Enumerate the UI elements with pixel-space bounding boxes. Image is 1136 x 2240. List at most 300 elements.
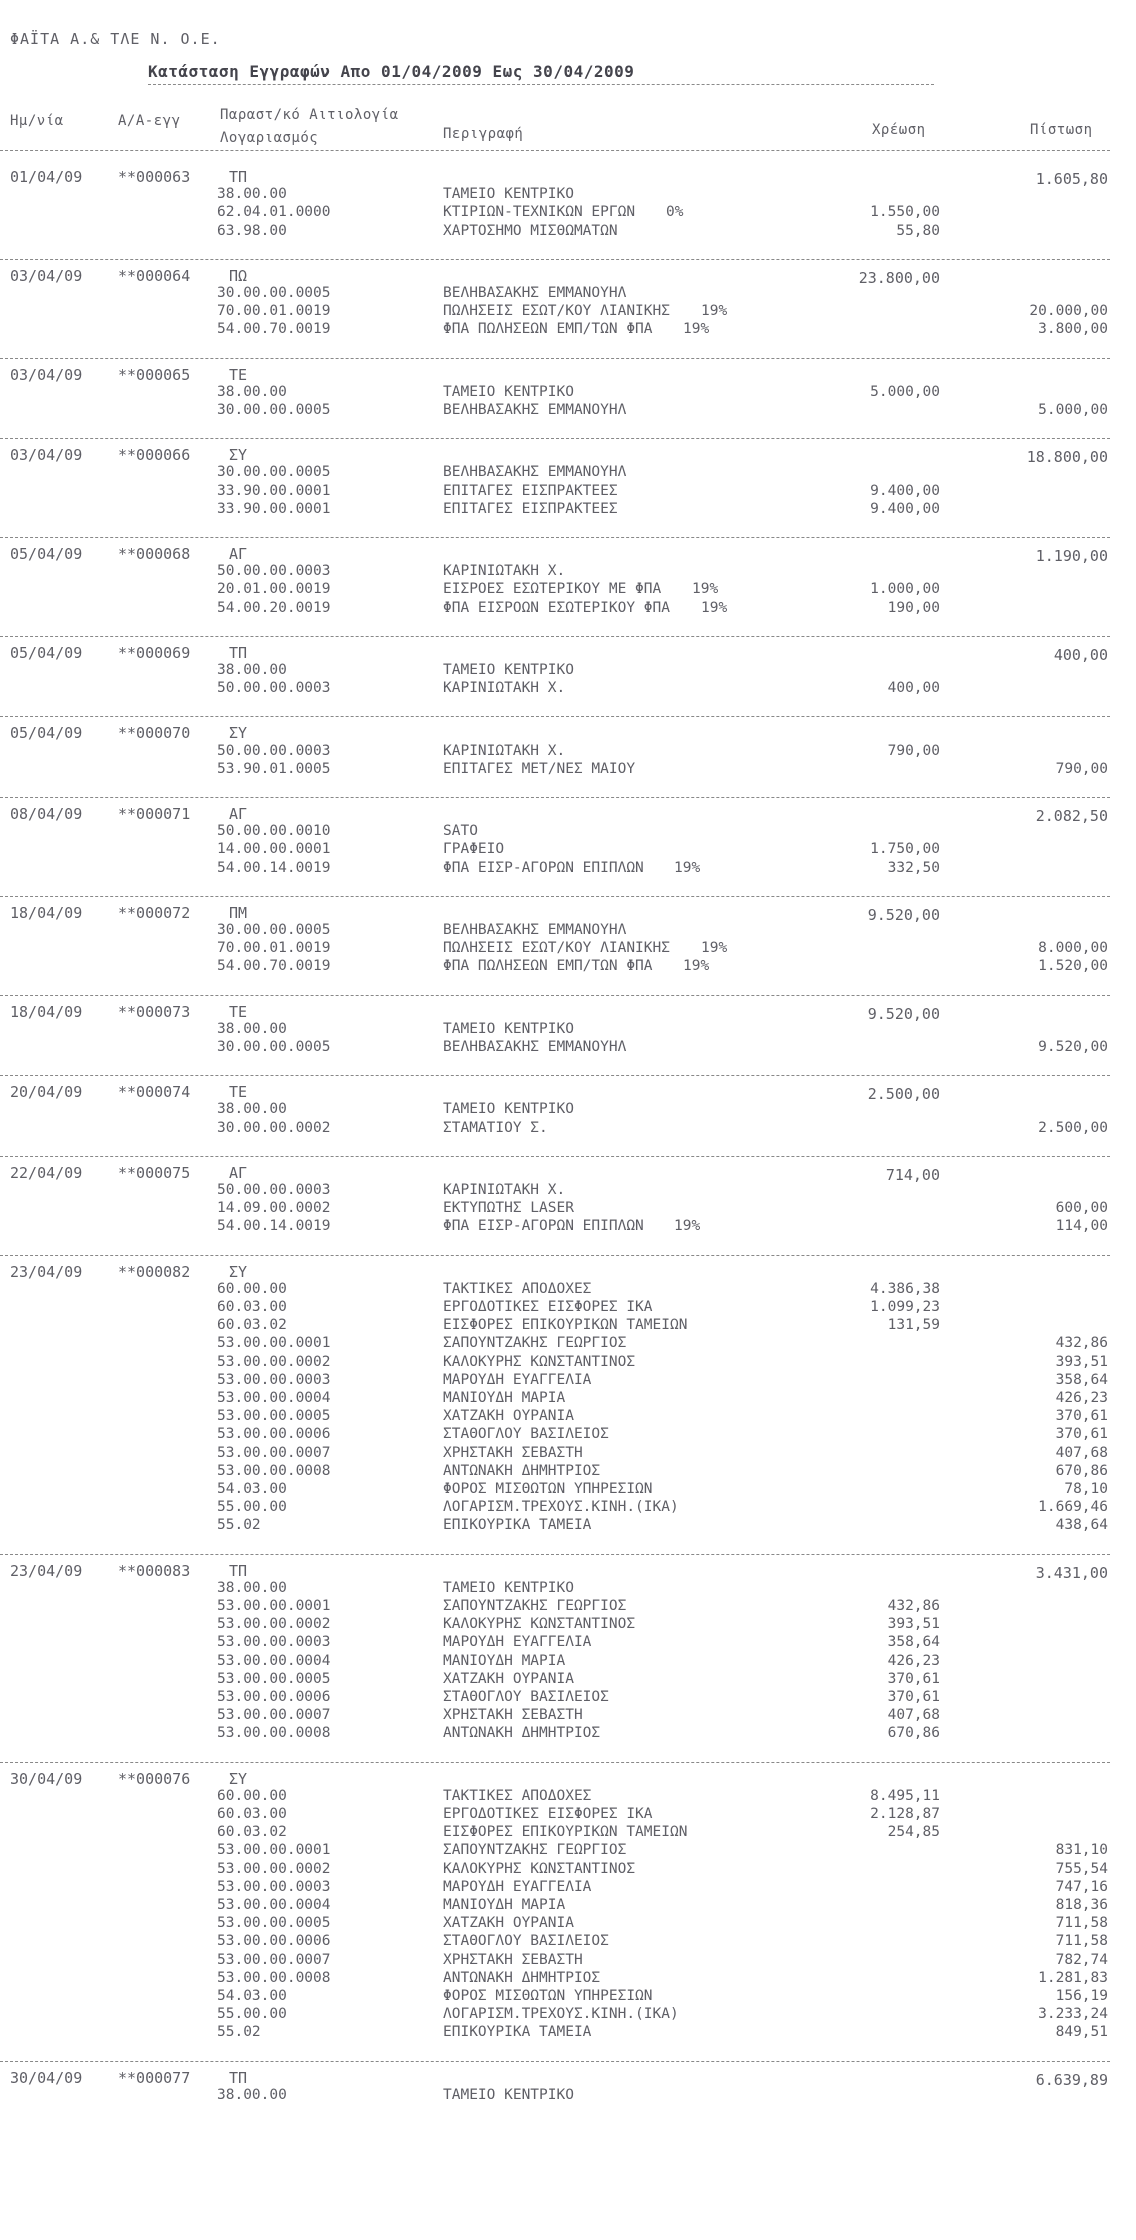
line-credit: 1.281,83 — [1038, 1969, 1108, 1986]
line-debit: 332,50 — [887, 859, 940, 876]
line-description: ΜΑΝΙΟΥΔΗ ΜΑΡΙΑ — [443, 1389, 566, 1406]
header-account: Λογαριασμός — [220, 130, 319, 146]
line-account: 53.00.00.0008 — [217, 1969, 331, 1986]
header-debit: Χρέωση — [872, 122, 926, 138]
entry-total-credit: 3.431,00 — [1035, 1563, 1108, 1582]
journal-entry — [0, 366, 1120, 437]
line-description: ΣΤΑΜΑΤΙΟΥ Σ. — [443, 1119, 548, 1136]
line-description: ΤΑΜΕΙΟ ΚΕΝΤΡΙΚΟ — [443, 1101, 574, 1118]
line-debit: 400,00 — [887, 680, 940, 697]
entry-total-debit: 714,00 — [885, 1165, 940, 1184]
entry-date: 30/04/09 — [10, 2068, 83, 2087]
line-credit: 711,58 — [1055, 1933, 1108, 1950]
entry-separator — [0, 358, 1110, 359]
line-account: 70.00.01.0019 — [217, 940, 331, 957]
entry-separator — [0, 896, 1110, 897]
entry-type: ΑΓ — [229, 545, 248, 563]
line-description: ΓΡΑΦΕΙΟ — [443, 841, 505, 858]
entry-total-credit: 2.082,50 — [1035, 807, 1108, 825]
header-doc-reason: Παραστ/κό Αιτιολογία — [220, 107, 399, 123]
line-account: 53.00.00.0002 — [217, 1353, 331, 1370]
journal-entry — [0, 267, 1120, 356]
entry-line — [0, 2006, 1120, 2023]
entry-line — [0, 860, 1120, 877]
entry-total-credit: 400,00 — [1053, 645, 1108, 664]
entry-line — [0, 1481, 1120, 1498]
line-description: ΦΠΑ ΠΩΛΗΣΕΩΝ ΕΜΠ/ΤΩΝ ΦΠΑ — [443, 321, 653, 338]
line-description: ΕΙΣΡΟΕΣ ΕΣΩΤΕΡΙΚΟΥ ΜΕ ΦΠΑ — [443, 581, 662, 598]
entry-separator — [0, 438, 1110, 439]
entry-line — [0, 1671, 1120, 1688]
entry-separator — [0, 259, 1110, 260]
line-description: ΣΑΠΟΥΝΤΖΑΚΗΣ ΓΕΩΡΓΙΟΣ — [443, 1842, 627, 1859]
line-debit: 790,00 — [887, 742, 940, 759]
line-account: 54.00.70.0019 — [217, 321, 331, 338]
line-description: ΑΝΤΩΝΑΚΗ ΔΗΜΗΤΡΙΟΣ — [443, 1462, 601, 1479]
entry-separator — [0, 1762, 1110, 1763]
line-account: 14.09.00.0002 — [217, 1200, 331, 1217]
entry-line — [0, 1842, 1120, 1859]
line-vat-rate: 0% — [666, 204, 684, 221]
line-credit: 432,86 — [1055, 1335, 1108, 1352]
journal-entry — [0, 724, 1120, 795]
line-account: 53.00.00.0003 — [217, 1878, 331, 1895]
entry-type: ΠΜ — [229, 903, 248, 922]
journal-entry — [0, 1770, 1120, 2059]
entry-date: 05/04/09 — [10, 643, 83, 662]
line-account: 38.00.00 — [217, 1101, 287, 1118]
line-credit: 818,36 — [1055, 1896, 1108, 1913]
line-description: ΑΝΤΩΝΑΚΗ ΔΗΜΗΤΡΙΟΣ — [443, 1969, 601, 1986]
line-description: ΒΕΛΗΒΑΣΑΚΗΣ ΕΜΜΑΝΟΥΗΛ — [443, 464, 627, 481]
entry-line — [0, 1101, 1120, 1118]
line-account: 30.00.00.0005 — [217, 284, 331, 301]
line-account: 50.00.00.0010 — [217, 823, 331, 840]
line-account: 60.00.00 — [217, 1280, 287, 1297]
entry-line — [0, 743, 1120, 760]
line-credit: 9.520,00 — [1038, 1038, 1108, 1055]
entry-line — [0, 662, 1120, 679]
entry-date: 23/04/09 — [10, 1561, 83, 1580]
line-account: 55.02 — [217, 1517, 261, 1534]
entry-line — [0, 1933, 1120, 1950]
entry-line — [0, 841, 1120, 858]
line-account: 53.00.00.0004 — [217, 1652, 331, 1669]
line-account: 54.00.14.0019 — [217, 1218, 331, 1235]
line-debit: 370,61 — [887, 1688, 940, 1705]
entry-number: **000072 — [118, 903, 191, 922]
line-account: 33.90.00.0001 — [217, 500, 331, 517]
journal-entry — [0, 446, 1120, 535]
line-credit: 407,68 — [1055, 1444, 1108, 1461]
entry-total-debit: 2.500,00 — [867, 1085, 940, 1104]
line-account: 30.00.00.0005 — [217, 1038, 331, 1055]
entry-line — [0, 285, 1120, 302]
line-debit: 9.400,00 — [870, 500, 940, 517]
line-debit: 1.099,23 — [870, 1298, 940, 1315]
entry-line — [0, 1634, 1120, 1651]
entry-line — [0, 600, 1120, 617]
entry-date: 20/04/09 — [10, 1083, 83, 1102]
line-account: 53.00.00.0004 — [217, 1389, 331, 1406]
line-account: 30.00.00.0002 — [217, 1119, 331, 1136]
entry-separator — [0, 1075, 1110, 1076]
entry-separator — [0, 995, 1110, 996]
entry-line — [0, 1879, 1120, 1896]
line-description: ΕΠΙΚΟΥΡΙΚΑ ΤΑΜΕΙΑ — [443, 2024, 592, 2041]
entry-number: **000069 — [118, 643, 191, 662]
report-title — [148, 62, 634, 81]
line-debit: 190,00 — [887, 599, 940, 616]
line-account: 53.00.00.0007 — [217, 1951, 331, 1968]
entry-line — [0, 1445, 1120, 1462]
entry-date: 03/04/09 — [10, 446, 83, 465]
journal-entry — [0, 1562, 1120, 1760]
line-debit: 426,23 — [887, 1652, 940, 1669]
journal-entry — [0, 1083, 1120, 1154]
line-vat-rate: 19% — [674, 859, 701, 876]
entry-line — [0, 1598, 1120, 1615]
line-description: ΤΑΜΕΙΟ ΚΕΝΤΡΙΚΟ — [443, 1579, 574, 1596]
entry-separator — [0, 797, 1110, 798]
line-debit: 358,64 — [887, 1634, 940, 1651]
entry-line — [0, 1861, 1120, 1878]
line-debit: 407,68 — [887, 1707, 940, 1724]
line-description: ΧΑΤΖΑΚΗ ΟΥΡΑΝΙΑ — [443, 1670, 574, 1687]
entry-line — [0, 1463, 1120, 1480]
line-account: 53.00.00.0005 — [217, 1915, 331, 1932]
line-description: ΜΑΡΟΥΔΗ ΕΥΑΓΓΕΛΙΑ — [443, 1634, 592, 1651]
entry-type: ΑΓ — [229, 805, 248, 823]
entry-date: 05/04/09 — [10, 724, 83, 743]
journal-entry — [0, 168, 1120, 257]
line-account: 50.00.00.0003 — [217, 1181, 331, 1198]
entry-date: 22/04/09 — [10, 1163, 83, 1182]
line-vat-rate: 19% — [701, 940, 728, 957]
line-description: ΤΑΜΕΙΟ ΚΕΝΤΡΙΚΟ — [443, 661, 574, 678]
entry-line — [0, 384, 1120, 401]
entry-type: ΤΕ — [229, 1083, 248, 1102]
line-account: 50.00.00.0003 — [217, 742, 331, 759]
entry-line — [0, 483, 1120, 500]
line-description: ΧΡΗΣΤΑΚΗ ΣΕΒΑΣΤΗ — [443, 1707, 583, 1724]
entry-type: ΤΕ — [229, 365, 248, 384]
entry-line — [0, 1335, 1120, 1352]
line-account: 54.00.70.0019 — [217, 958, 331, 975]
entry-line — [0, 402, 1120, 419]
line-account: 53.00.00.0002 — [217, 1616, 331, 1633]
line-credit: 370,61 — [1055, 1426, 1108, 1443]
line-description: ΛΟΓΑΡΙΣΜ.ΤΡΕΧΟΥΣ.ΚΙΝΗ.(ΙΚΑ) — [443, 2006, 679, 2023]
entry-type: ΣΥ — [229, 724, 248, 743]
line-credit: 370,61 — [1055, 1408, 1108, 1425]
line-account: 53.00.00.0001 — [217, 1335, 331, 1352]
entry-number: **000075 — [118, 1163, 191, 1182]
line-credit: 8.000,00 — [1038, 940, 1108, 957]
line-account: 55.00.00 — [217, 2006, 287, 2023]
entry-type: ΣΥ — [229, 446, 248, 465]
line-account: 63.98.00 — [217, 222, 287, 239]
line-account: 60.03.02 — [217, 1317, 287, 1334]
entry-line — [0, 2024, 1120, 2041]
line-credit: 358,64 — [1055, 1371, 1108, 1388]
line-description: ΧΑΤΖΑΚΗ ΟΥΡΑΝΙΑ — [443, 1915, 574, 1932]
line-description: ΚΑΡΙΝΙΩΤΑΚΗ Χ. — [443, 742, 566, 759]
line-account: 50.00.00.0003 — [217, 563, 331, 580]
entry-line — [0, 1616, 1120, 1633]
line-description: ΤΑΚΤΙΚΕΣ ΑΠΟΔΟΧΕΣ — [443, 1787, 592, 1804]
line-description: ΦΠΑ ΕΙΣΡΟΩΝ ΕΣΩΤΕΡΙΚΟΥ ΦΠΑ — [443, 599, 670, 616]
entry-separator — [0, 537, 1110, 538]
line-description: ΦΟΡΟΣ ΜΙΣΘΩΤΩΝ ΥΠΗΡΕΣΙΩΝ — [443, 1987, 653, 2004]
line-description: SATO — [443, 823, 478, 840]
entry-number: **000071 — [118, 805, 191, 823]
company-name: ΦΑΪΤΑ Α.& ΤΛΕ Ν. Ο.Ε. — [10, 30, 221, 48]
entry-line — [0, 940, 1120, 957]
entry-line — [0, 1120, 1120, 1137]
line-description: ΧΡΗΣΤΑΚΗ ΣΕΒΑΣΤΗ — [443, 1951, 583, 1968]
line-description: ΕΠΙΤΑΓΕΣ ΜΕΤ/ΝΕΣ ΜΑΙΟΥ — [443, 760, 636, 777]
line-credit: 3.800,00 — [1038, 321, 1108, 338]
line-description: ΦΠΑ ΠΩΛΗΣΕΩΝ ΕΜΠ/ΤΩΝ ΦΠΑ — [443, 958, 653, 975]
entry-line — [0, 223, 1120, 240]
line-account: 53.00.00.0004 — [217, 1896, 331, 1913]
line-credit: 5.000,00 — [1038, 401, 1108, 418]
entry-line — [0, 1580, 1120, 1597]
entry-total-credit: 18.800,00 — [1026, 448, 1108, 467]
entry-number: **000065 — [118, 365, 191, 384]
line-description: ΕΡΓΟΔΟΤΙΚΕΣ ΕΙΣΦΟΡΕΣ ΙΚΑ — [443, 1298, 653, 1315]
entry-line — [0, 1390, 1120, 1407]
line-description: ΠΩΛΗΣΕΙΣ ΕΣΩΤ/ΚΟΥ ΛΙΑΝΙΚΗΣ — [443, 940, 670, 957]
entry-separator — [0, 1156, 1110, 1157]
entry-line — [0, 823, 1120, 840]
line-account: 38.00.00 — [217, 1579, 287, 1596]
line-debit: 4.386,38 — [870, 1280, 940, 1297]
entry-type: ΤΕ — [229, 1002, 248, 1021]
entry-line — [0, 1372, 1120, 1389]
entry-line — [0, 321, 1120, 338]
entry-type: ΤΠ — [229, 1561, 248, 1580]
line-credit: 782,74 — [1055, 1951, 1108, 1968]
entry-line — [0, 1517, 1120, 1534]
line-credit: 849,51 — [1055, 2024, 1108, 2041]
entry-line — [0, 303, 1120, 320]
line-credit: 711,58 — [1055, 1915, 1108, 1932]
report-title-text: Κατάσταση Εγγραφών Απο 01/04/2009 Εως 30/04/2009 — [148, 62, 635, 81]
line-description: ΧΑΤΖΑΚΗ ΟΥΡΑΝΙΑ — [443, 1408, 574, 1425]
entry-line — [0, 204, 1120, 221]
journal-entry — [0, 1263, 1120, 1552]
line-description: ΦΟΡΟΣ ΜΙΣΘΩΤΩΝ ΥΠΗΡΕΣΙΩΝ — [443, 1480, 653, 1497]
entry-number: **000068 — [118, 545, 191, 563]
line-account: 53.00.00.0003 — [217, 1371, 331, 1388]
entry-line — [0, 958, 1120, 975]
entry-line — [0, 1408, 1120, 1425]
entry-number: **000076 — [118, 1769, 191, 1788]
entry-line — [0, 1317, 1120, 1334]
entry-number: **000073 — [118, 1002, 191, 1021]
entry-number: **000082 — [118, 1262, 191, 1281]
line-description: ΣΤΑΘΟΓΛΟΥ ΒΑΣΙΛΕΙΟΣ — [443, 1688, 609, 1705]
journal-entry — [0, 805, 1120, 894]
entry-type: ΣΥ — [229, 1262, 248, 1281]
line-account: 53.00.00.0005 — [217, 1408, 331, 1425]
line-debit: 2.128,87 — [870, 1805, 940, 1822]
entry-number: **000077 — [118, 2068, 191, 2087]
line-account: 60.03.02 — [217, 1824, 287, 1841]
entry-total-credit: 1.190,00 — [1035, 547, 1108, 565]
line-description: ΕΠΙΤΑΓΕΣ ΕΙΣΠΡΑΚΤΕΕΣ — [443, 482, 618, 499]
entry-line — [0, 1281, 1120, 1298]
line-description: ΦΠΑ ΕΙΣΡ-ΑΓΟΡΩΝ ΕΠΙΠΛΩΝ — [443, 859, 644, 876]
journal-entry — [0, 1164, 1120, 1253]
line-account: 53.00.00.0007 — [217, 1707, 331, 1724]
entry-line — [0, 1897, 1120, 1914]
line-debit: 55,80 — [896, 222, 940, 239]
line-account: 30.00.00.0005 — [217, 921, 331, 938]
entry-line — [0, 1499, 1120, 1516]
line-account: 20.01.00.0019 — [217, 581, 331, 598]
line-account: 53.00.00.0003 — [217, 1634, 331, 1651]
line-description: ΛΟΓΑΡΙΣΜ.ΤΡΕΧΟΥΣ.ΚΙΝΗ.(ΙΚΑ) — [443, 1499, 679, 1516]
line-account: 60.03.00 — [217, 1805, 287, 1822]
line-description: ΕΠΙΚΟΥΡΙΚΑ ΤΑΜΕΙΑ — [443, 1517, 592, 1534]
entry-separator — [0, 2061, 1110, 2062]
entry-date: 01/04/09 — [10, 168, 83, 186]
journal-entry — [0, 904, 1120, 993]
entry-line — [0, 581, 1120, 598]
entry-line — [0, 1707, 1120, 1724]
entry-number: **000083 — [118, 1561, 191, 1580]
entry-line — [0, 1299, 1120, 1316]
entry-total-debit: 23.800,00 — [858, 268, 940, 287]
entry-line — [0, 1689, 1120, 1706]
entry-line — [0, 922, 1120, 939]
entry-line — [0, 1952, 1120, 1969]
line-vat-rate: 19% — [692, 581, 719, 598]
line-description: ΕΙΣΦΟΡΕΣ ΕΠΙΚΟΥΡΙΚΩΝ ΤΑΜΕΙΩΝ — [443, 1317, 688, 1334]
line-description: ΑΝΤΩΝΑΚΗ ΔΗΜΗΤΡΙΟΣ — [443, 1725, 601, 1742]
entry-separator — [0, 1255, 1110, 1256]
line-vat-rate: 19% — [683, 321, 710, 338]
entry-date: 03/04/09 — [10, 266, 83, 285]
line-credit: 438,64 — [1055, 1517, 1108, 1534]
line-description: ΚΑΡΙΝΙΩΤΑΚΗ Χ. — [443, 680, 566, 697]
entry-line — [0, 1653, 1120, 1670]
entry-date: 18/04/09 — [10, 903, 83, 922]
line-account: 54.00.14.0019 — [217, 859, 331, 876]
entry-total-credit: 6.639,89 — [1035, 2070, 1108, 2089]
line-account: 53.00.00.0001 — [217, 1842, 331, 1859]
journal-entry — [0, 545, 1120, 634]
entry-date: 05/04/09 — [10, 545, 83, 563]
entry-line — [0, 1354, 1120, 1371]
line-credit: 790,00 — [1055, 760, 1108, 777]
entry-line — [0, 464, 1120, 481]
line-description: ΜΑΡΟΥΔΗ ΕΥΑΓΓΕΛΙΑ — [443, 1371, 592, 1388]
entry-date: 23/04/09 — [10, 1262, 83, 1281]
line-description: ΒΕΛΗΒΑΣΑΚΗΣ ΕΜΜΑΝΟΥΗΛ — [443, 921, 627, 938]
line-vat-rate: 19% — [683, 958, 710, 975]
line-debit: 8.495,11 — [870, 1787, 940, 1804]
line-account: 14.00.00.0001 — [217, 841, 331, 858]
line-description: ΤΑΚΤΙΚΕΣ ΑΠΟΔΟΧΕΣ — [443, 1280, 592, 1297]
header-date: Ημ/νία — [10, 113, 64, 129]
line-credit: 670,86 — [1055, 1462, 1108, 1479]
line-account: 30.00.00.0005 — [217, 464, 331, 481]
line-account: 54.03.00 — [217, 1987, 287, 2004]
line-description: ΒΕΛΗΒΑΣΑΚΗΣ ΕΜΜΑΝΟΥΗΛ — [443, 401, 627, 418]
line-debit: 5.000,00 — [870, 383, 940, 400]
line-account: 55.00.00 — [217, 1499, 287, 1516]
line-account: 53.00.00.0008 — [217, 1725, 331, 1742]
line-description: ΕΡΓΟΔΟΤΙΚΕΣ ΕΙΣΦΟΡΕΣ ΙΚΑ — [443, 1805, 653, 1822]
line-description: ΣΤΑΘΟΓΛΟΥ ΒΑΣΙΛΕΙΟΣ — [443, 1426, 609, 1443]
line-debit: 131,59 — [887, 1317, 940, 1334]
line-credit: 600,00 — [1055, 1200, 1108, 1217]
line-account: 54.03.00 — [217, 1480, 287, 1497]
entry-line — [0, 1039, 1120, 1056]
line-description: ΧΑΡΤΟΣΗΜΟ ΜΙΣΘΩΜΑΤΩΝ — [443, 222, 618, 239]
line-description: ΕΙΣΦΟΡΕΣ ΕΠΙΚΟΥΡΙΚΩΝ ΤΑΜΕΙΩΝ — [443, 1824, 688, 1841]
line-credit: 1.669,46 — [1038, 1499, 1108, 1516]
line-account: 55.02 — [217, 2024, 261, 2041]
entry-line — [0, 2087, 1120, 2104]
line-account: 38.00.00 — [217, 661, 287, 678]
line-account: 70.00.01.0019 — [217, 303, 331, 320]
entry-total-debit: 9.520,00 — [867, 905, 940, 924]
line-account: 53.00.00.0006 — [217, 1426, 331, 1443]
line-credit: 20.000,00 — [1029, 303, 1108, 320]
line-credit: 393,51 — [1055, 1353, 1108, 1370]
entry-type: ΤΠ — [229, 643, 248, 662]
line-description: ΚΑΛΟΚΥΡΗΣ ΚΩΝΣΤΑΝΤΙΝΟΣ — [443, 1860, 636, 1877]
line-account: 38.00.00 — [217, 1020, 287, 1037]
entry-date: 30/04/09 — [10, 1769, 83, 1788]
line-account: 62.04.01.0000 — [217, 204, 331, 221]
entry-line — [0, 501, 1120, 518]
line-description: ΜΑΝΙΟΥΔΗ ΜΑΡΙΑ — [443, 1652, 566, 1669]
line-description: ΚΑΡΙΝΙΩΤΑΚΗ Χ. — [443, 1181, 566, 1198]
line-account: 53.00.00.0007 — [217, 1444, 331, 1461]
line-description: ΕΚΤΥΠΩΤΗΣ LASER — [443, 1200, 574, 1217]
entry-line — [0, 1426, 1120, 1443]
line-vat-rate: 19% — [701, 303, 728, 320]
line-account: 53.00.00.0002 — [217, 1860, 331, 1877]
line-description: ΚΑΛΟΚΥΡΗΣ ΚΩΝΣΤΑΝΤΙΝΟΣ — [443, 1616, 636, 1633]
entry-total-debit: 9.520,00 — [867, 1004, 940, 1023]
entry-number: **000066 — [118, 446, 191, 465]
header-description: Περιγραφή — [443, 126, 524, 142]
entry-separator — [0, 1554, 1110, 1555]
line-description: ΤΑΜΕΙΟ ΚΕΝΤΡΙΚΟ — [443, 1020, 574, 1037]
header-entry-no: Α/Α-εγγ — [118, 113, 181, 129]
line-debit: 1.000,00 — [870, 581, 940, 598]
line-account: 53.90.01.0005 — [217, 760, 331, 777]
line-description: ΕΠΙΤΑΓΕΣ ΕΙΣΠΡΑΚΤΕΕΣ — [443, 500, 618, 517]
entry-line — [0, 1788, 1120, 1805]
line-vat-rate: 19% — [674, 1218, 701, 1235]
entry-line — [0, 1021, 1120, 1038]
line-credit: 747,16 — [1055, 1878, 1108, 1895]
entry-date: 08/04/09 — [10, 805, 83, 823]
entry-number: **000074 — [118, 1083, 191, 1102]
line-description: ΚΑΛΟΚΥΡΗΣ ΚΩΝΣΤΑΝΤΙΝΟΣ — [443, 1353, 636, 1370]
entry-date: 03/04/09 — [10, 365, 83, 384]
header-credit: Πίστωση — [1030, 122, 1093, 138]
line-description: ΜΑΝΙΟΥΔΗ ΜΑΡΙΑ — [443, 1896, 566, 1913]
